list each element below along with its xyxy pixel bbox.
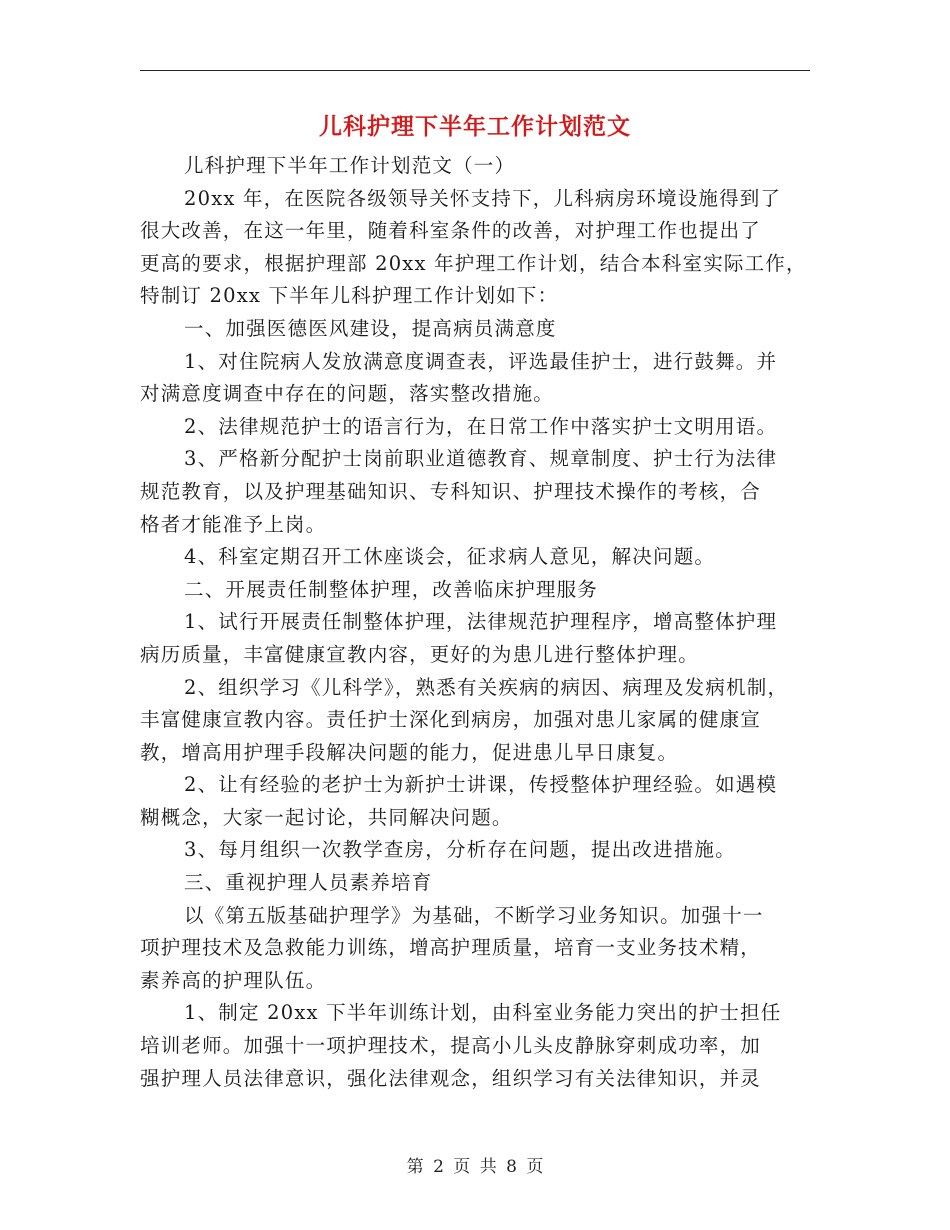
body-line: 很大改善，在这一年里，随着科室条件的改善，对护理工作也提出了 (140, 219, 762, 243)
body-line: 三、重视护理人员素养培育 (184, 871, 433, 895)
body-line: 1、对住院病人发放满意度调查表，评选最佳护士，进行鼓舞。并 (184, 349, 778, 373)
body-line: 强护理人员法律意识，强化法律观念，组织学习有关法律知识，并灵 (140, 1066, 762, 1090)
body-line: 1、试行开展责任制整体护理，法律规范护理程序，增高整体护理 (184, 610, 778, 634)
body-line: 儿科护理下半年工作计划范文（一） (184, 154, 516, 177)
body-line: 4、科室定期召开工休座谈会，征求病人意见，解决问题。 (184, 545, 716, 569)
header-rule (140, 70, 810, 71)
body-line: 3、每月组织一次教学查房，分析存在问题，提出改进措施。 (184, 838, 736, 862)
body-line: 培训老师。加强十一项护理技术，提高小儿头皮静脉穿刺成功率，加 (140, 1034, 762, 1058)
document-body (140, 150, 810, 1095)
body-line: 规范教育，以及护理基础知识、专科知识、护理技术操作的考核，合 (140, 479, 762, 503)
body-line: 以《第五版基础护理学》为基础，不断学习业务知识。加强十一 (184, 903, 764, 927)
body-line: 特制订 20xx 下半年儿科护理工作计划如下： (140, 284, 559, 308)
body-line: 对满意度调查中存在的问题，落实整改措施。 (140, 382, 555, 406)
body-line: 素养高的护理队伍。 (140, 968, 327, 992)
page-number-footer: 第 2 页 共 8 页 (406, 1157, 544, 1177)
body-line: 2、法律规范护士的语言行为，在日常工作中落实护士文明用语。 (184, 414, 778, 438)
body-line: 丰富健康宣教内容。责任护士深化到病房，加强对患儿家属的健康宣 (140, 708, 762, 732)
body-line: 糊概念，大家一起讨论，共同解决问题。 (140, 805, 513, 829)
body-line: 3、严格新分配护士岗前职业道德教育、规章制度、护士行为法律 (184, 447, 778, 471)
body-line: 格者才能准予上岗。 (140, 512, 327, 536)
body-line: 二、开展责任制整体护理，改善临床护理服务 (184, 577, 599, 601)
body-line: 病历质量，丰富健康宣教内容，更好的为患儿进行整体护理。 (140, 642, 699, 666)
body-line: 教，增高用护理手段解决问题的能力，促进患儿早日康复。 (140, 740, 679, 764)
body-line: 项护理技术及急救能力训练，增高护理质量，培育一支业务技术精， (140, 936, 762, 960)
body-line: 2、组织学习《儿科学》，熟悉有关疾病的病因、病理及发病机制， (184, 675, 789, 699)
body-line: 2、让有经验的老护士为新护士讲课，传授整体护理经验。如遇模 (184, 773, 778, 797)
body-line: 一、加强医德医风建设，提高病员满意度 (184, 316, 557, 340)
document-title: 儿科护理下半年工作计划范文 (319, 113, 631, 140)
body-line: 1、制定 20xx 下半年训练计划，由科室业务能力突出的护士担任 (184, 1001, 782, 1025)
body-line: 20xx 年，在医院各级领导关怀支持下，儿科病房环境设施得到了 (184, 186, 782, 210)
body-line: 更高的要求，根据护理部 20xx 年护理工作计划，结合本科室实际工作， (140, 251, 807, 275)
